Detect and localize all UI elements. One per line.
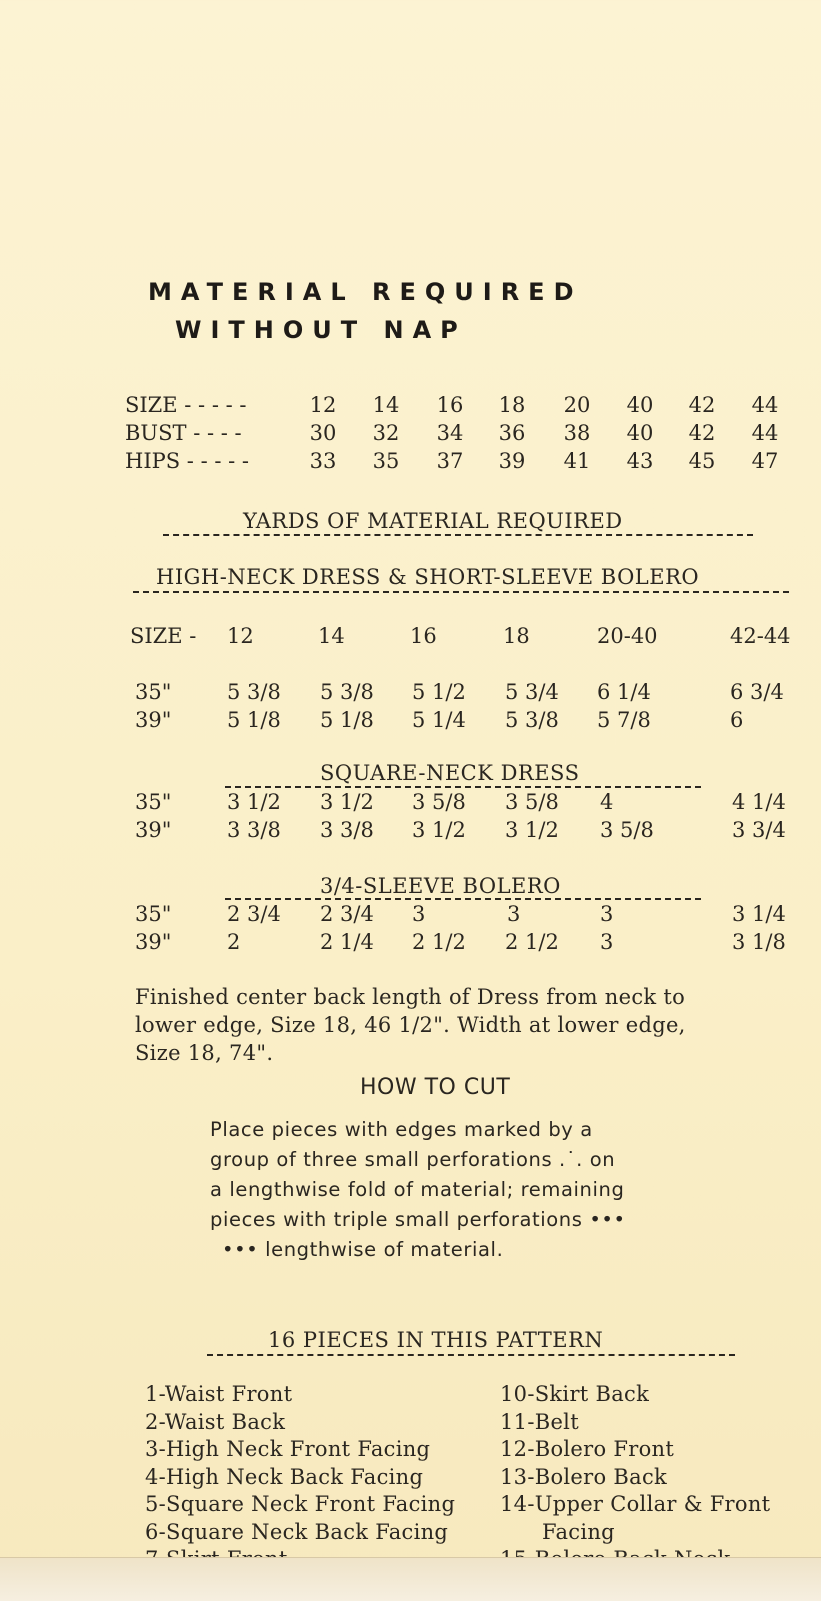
piece-item: 10-Skirt Back (500, 1382, 650, 1406)
dress-heading: HIGH-NECK DRESS & SHORT-SLEEVE BOLERO (156, 565, 700, 589)
cell: 3 (412, 902, 426, 926)
cell: 45 (688, 449, 716, 473)
measurement-row-size (125, 393, 805, 421)
cell: 5 3/4 (505, 680, 559, 704)
pieces-heading: 16 PIECES IN THIS PATTERN (268, 1328, 604, 1352)
cell: 3 1/2 (227, 790, 281, 814)
instruction-line: a lengthwise fold of material; remaining (210, 1178, 625, 1201)
high-neck-row-35 (130, 680, 810, 710)
cell: 3 3/4 (732, 818, 786, 842)
cell: 14 (318, 624, 345, 648)
title-line-1: MATERIAL REQUIRED (148, 278, 583, 306)
cell: 47 (751, 449, 779, 473)
cell: 4 1/4 (732, 790, 786, 814)
cell: 35 (372, 449, 400, 473)
cell: 5 1/8 (320, 708, 374, 732)
bolero-row-35 (130, 902, 810, 932)
cell: 41 (563, 449, 591, 473)
pieces-list-left (145, 1381, 455, 1574)
piece-item: 5-Square Neck Front Facing (145, 1492, 456, 1516)
cell: 3 1/2 (412, 818, 466, 842)
cell: 14 (372, 393, 400, 417)
high-neck-row-39 (130, 708, 810, 738)
piece-item: 11-Belt (500, 1409, 579, 1434)
piece-item: 3-High Neck Front Facing (145, 1437, 431, 1461)
cell: 42 (688, 421, 716, 445)
width-label: 39" (135, 818, 172, 842)
instruction-line: pieces with triple small perforations ••• (210, 1208, 626, 1231)
cell: 5 3/8 (320, 680, 374, 704)
row-label: BUST - - - - (125, 421, 242, 445)
cell: 16 (410, 624, 437, 648)
piece-item: 14-Upper Collar & Front (500, 1492, 771, 1516)
cell: 20 (563, 393, 591, 417)
cell: 3 5/8 (505, 790, 559, 814)
cell: 6 1/4 (597, 680, 651, 704)
cell: 6 3/4 (730, 680, 784, 704)
cell: 3 3/8 (227, 818, 281, 842)
cell: 3 (600, 902, 614, 926)
square-neck-row-39 (130, 818, 810, 848)
note-line: Finished center back length of Dress from neck to (135, 985, 686, 1009)
cell: 2 1/2 (505, 930, 559, 954)
cell: 3 (507, 902, 521, 926)
title-line-2: WITHOUT NAP (175, 316, 467, 344)
cell: 18 (498, 393, 526, 417)
instruction-line: group of three small perforations .˙. on (210, 1148, 616, 1171)
cell: 37 (436, 449, 464, 473)
pieces-list-right (500, 1381, 770, 1574)
cell: 6 (730, 708, 744, 732)
how-to-cut-title: HOW TO CUT (360, 1075, 511, 1100)
cell: 40 (626, 421, 654, 445)
width-label: 39" (135, 930, 172, 954)
cell: 38 (563, 421, 591, 445)
cell: 2 3/4 (227, 902, 281, 926)
yardage-size-row (130, 624, 810, 654)
cell: 18 (503, 624, 530, 648)
width-label: 35" (135, 902, 172, 926)
cell: 3 1/8 (732, 930, 786, 954)
finished-length-note (135, 983, 686, 1067)
cell: 4 (600, 790, 614, 814)
piece-item: 4-High Neck Back Facing (145, 1464, 424, 1489)
row-label: SIZE - - - - - (125, 393, 247, 417)
piece-item: 12-Bolero Front (500, 1437, 675, 1461)
cell: 3 1/2 (320, 790, 374, 814)
dashed-rule (207, 1354, 735, 1356)
cell: 5 1/2 (412, 680, 466, 704)
cell: 30 (309, 421, 337, 445)
cell: 5 1/4 (412, 708, 466, 732)
note-line: lower edge, Size 18, 46 1/2". Width at lower edge, (135, 1013, 686, 1037)
dashed-rule (225, 898, 701, 900)
cell: 3 3/8 (320, 818, 374, 842)
bolero-row-39 (130, 930, 810, 960)
cell: 36 (498, 421, 526, 445)
dashed-rule (163, 534, 753, 536)
cell: 42-44 (730, 624, 791, 648)
cell: 5 3/8 (505, 708, 559, 732)
cell: 5 7/8 (597, 708, 651, 732)
cell: 33 (309, 449, 337, 473)
cell: 20-40 (597, 624, 658, 648)
cell: 3 1/2 (505, 818, 559, 842)
dashed-rule (133, 591, 789, 593)
page-bottom-fold (0, 1557, 821, 1601)
instruction-line: ••• lengthwise of material. (222, 1238, 504, 1261)
piece-item: 1-Waist Front (145, 1382, 293, 1406)
cell: 3 5/8 (600, 818, 654, 842)
row-label: HIPS - - - - - (125, 449, 249, 473)
instruction-line: Place pieces with edges marked by a (210, 1118, 593, 1141)
cell: 44 (751, 421, 779, 445)
square-neck-heading: SQUARE-NECK DRESS (320, 761, 580, 785)
cell: 5 1/8 (227, 708, 281, 732)
cell: 42 (688, 393, 716, 417)
cell: 16 (436, 393, 464, 417)
width-label: 39" (135, 708, 172, 732)
note-line: Size 18, 74". (135, 1041, 274, 1065)
cell: 3 1/4 (732, 902, 786, 926)
measurement-row-hips (125, 449, 805, 477)
cell: 43 (626, 449, 654, 473)
piece-item: 2-Waist Back (145, 1409, 286, 1434)
cell: 12 (309, 393, 337, 417)
square-neck-row-35 (130, 790, 810, 820)
cell: 34 (436, 421, 464, 445)
cell: 3 5/8 (412, 790, 466, 814)
yards-heading: YARDS OF MATERIAL REQUIRED (243, 509, 623, 533)
piece-item: 13-Bolero Back (500, 1464, 668, 1489)
cell: 2 3/4 (320, 902, 374, 926)
bolero-heading: 3/4-SLEEVE BOLERO (320, 874, 561, 898)
cell: 39 (498, 449, 526, 473)
cell: 44 (751, 393, 779, 417)
cell: 3 (600, 930, 614, 954)
how-to-cut-instructions (210, 1115, 626, 1265)
cell: 5 3/8 (227, 680, 281, 704)
cell: 32 (372, 421, 400, 445)
row-label: SIZE - (130, 624, 197, 648)
piece-item: 6-Square Neck Back Facing (145, 1519, 449, 1544)
cell: 2 1/4 (320, 930, 374, 954)
width-label: 35" (135, 790, 172, 814)
piece-item: Facing (542, 1519, 615, 1544)
width-label: 35" (135, 680, 172, 704)
cell: 12 (227, 624, 254, 648)
cell: 40 (626, 393, 654, 417)
dashed-rule (225, 786, 701, 788)
measurement-row-bust (125, 421, 805, 449)
cell: 2 1/2 (412, 930, 466, 954)
cell: 2 (227, 930, 241, 954)
